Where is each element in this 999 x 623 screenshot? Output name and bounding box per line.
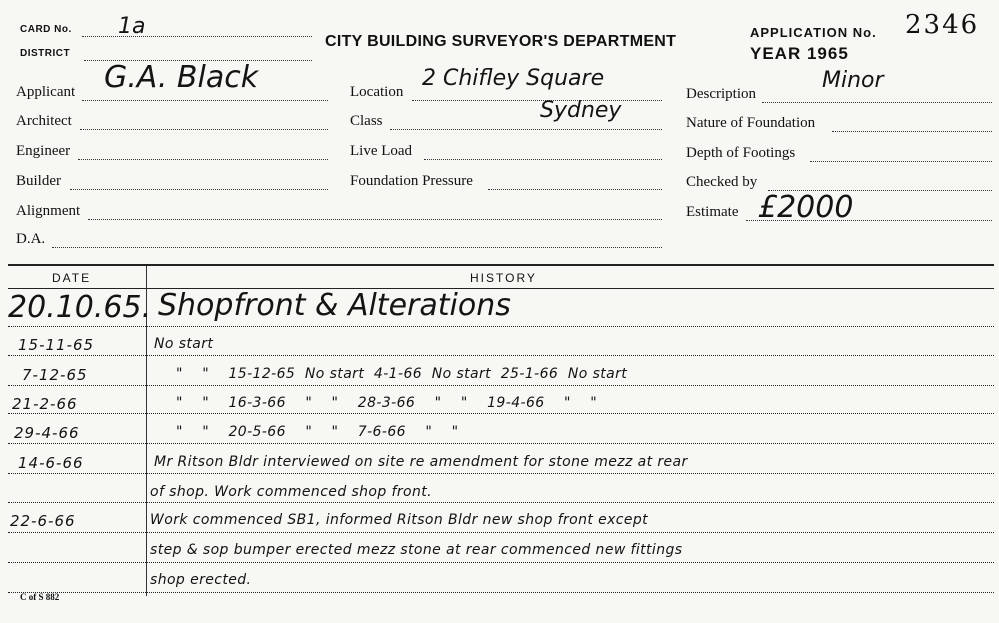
applicant-line — [82, 100, 328, 101]
history-entry: No start — [154, 336, 214, 352]
history-date: 29-4-66 — [14, 424, 80, 442]
application-number: 2346 — [905, 10, 980, 40]
history-column-header: HISTORY — [470, 271, 537, 285]
card-no-line — [82, 36, 312, 37]
description-label: Description — [686, 86, 756, 102]
application-label: APPLICATION No. — [750, 25, 877, 40]
row-rule — [8, 502, 994, 503]
da-line — [52, 247, 662, 248]
da-label: D.A. — [16, 231, 46, 247]
district-label: DISTRICT — [20, 48, 71, 59]
row-rule — [8, 385, 994, 386]
history-entry: Mr Ritson Bldr interviewed on site re amendment for stone mezz at rear — [154, 454, 688, 470]
history-entry: Shopfront & Alterations — [158, 288, 511, 323]
form-code: C of S 882 — [20, 592, 60, 602]
applicant-value: G.A. Black — [104, 60, 259, 95]
row-rule — [8, 532, 994, 533]
live-load-line — [424, 159, 662, 160]
history-entry: of shop. Work commenced shop front. — [150, 484, 432, 500]
row-rule — [8, 562, 994, 563]
history-entry: step & sop bumper erected mezz stone at rear commenced new fittings — [150, 542, 683, 558]
builder-label: Builder — [16, 173, 61, 189]
year-label: YEAR 1965 — [750, 44, 849, 63]
estimate-label: Estimate — [686, 204, 739, 220]
history-entry: Work commenced SB1, informed Ritson Bldr new shop front except — [150, 512, 649, 528]
architect-line — [80, 129, 328, 130]
history-entry: " " 15-12-65 No start 4-1-66 No start 25-1-66 No start — [176, 366, 628, 382]
estimate-value: £2000 — [758, 190, 854, 225]
alignment-label: Alignment — [16, 203, 81, 219]
class-line — [390, 129, 662, 130]
description-value: Minor — [822, 68, 884, 93]
alignment-line — [88, 219, 662, 220]
engineer-label: Engineer — [16, 143, 71, 159]
row-rule — [8, 413, 994, 414]
history-date: 15-11-65 — [18, 336, 95, 354]
location-value: 2 Chifley Square — [422, 66, 605, 91]
location-value-2: Sydney — [540, 98, 622, 123]
row-rule — [8, 443, 994, 444]
row-rule — [8, 326, 994, 327]
architect-label: Architect — [16, 113, 72, 129]
history-entry: " " 16-3-66 " " 28-3-66 " " 19-4-66 " " — [176, 395, 598, 411]
foundation-pressure-label: Foundation Pressure — [350, 173, 473, 189]
live-load-label: Live Load — [350, 143, 413, 159]
row-rule — [8, 592, 994, 593]
description-line — [762, 102, 992, 103]
card-no-label: CARD No. — [20, 24, 72, 35]
builder-line — [70, 189, 328, 190]
table-top-rule — [8, 264, 994, 266]
nature-of-foundation-label: Nature of Foundation — [686, 115, 816, 131]
class-label: Class — [350, 113, 383, 129]
row-rule — [8, 473, 994, 474]
history-date: 21-2-66 — [12, 395, 78, 413]
date-column-header: DATE — [52, 271, 92, 285]
location-line — [412, 100, 662, 101]
checked-by-label: Checked by — [686, 174, 758, 190]
card-no-value: 1a — [118, 14, 146, 39]
history-date: 20.10.65. — [8, 290, 152, 325]
location-label: Location — [350, 84, 404, 100]
depth-line — [810, 161, 992, 162]
depth-of-footings-label: Depth of Footings — [686, 145, 796, 161]
nature-line — [832, 131, 992, 132]
history-entry: " " 20-5-66 " " 7-6-66 " " — [176, 424, 459, 440]
history-date: 7-12-65 — [22, 366, 88, 384]
history-date: 22-6-66 — [10, 512, 76, 530]
applicant-label: Applicant — [16, 84, 76, 100]
department-title: CITY BUILDING SURVEYOR'S DEPARTMENT — [325, 33, 677, 50]
history-entry: shop erected. — [150, 572, 252, 588]
history-date: 14-6-66 — [18, 454, 84, 472]
engineer-line — [78, 159, 328, 160]
foundation-pressure-line — [488, 189, 662, 190]
row-rule — [8, 355, 994, 356]
